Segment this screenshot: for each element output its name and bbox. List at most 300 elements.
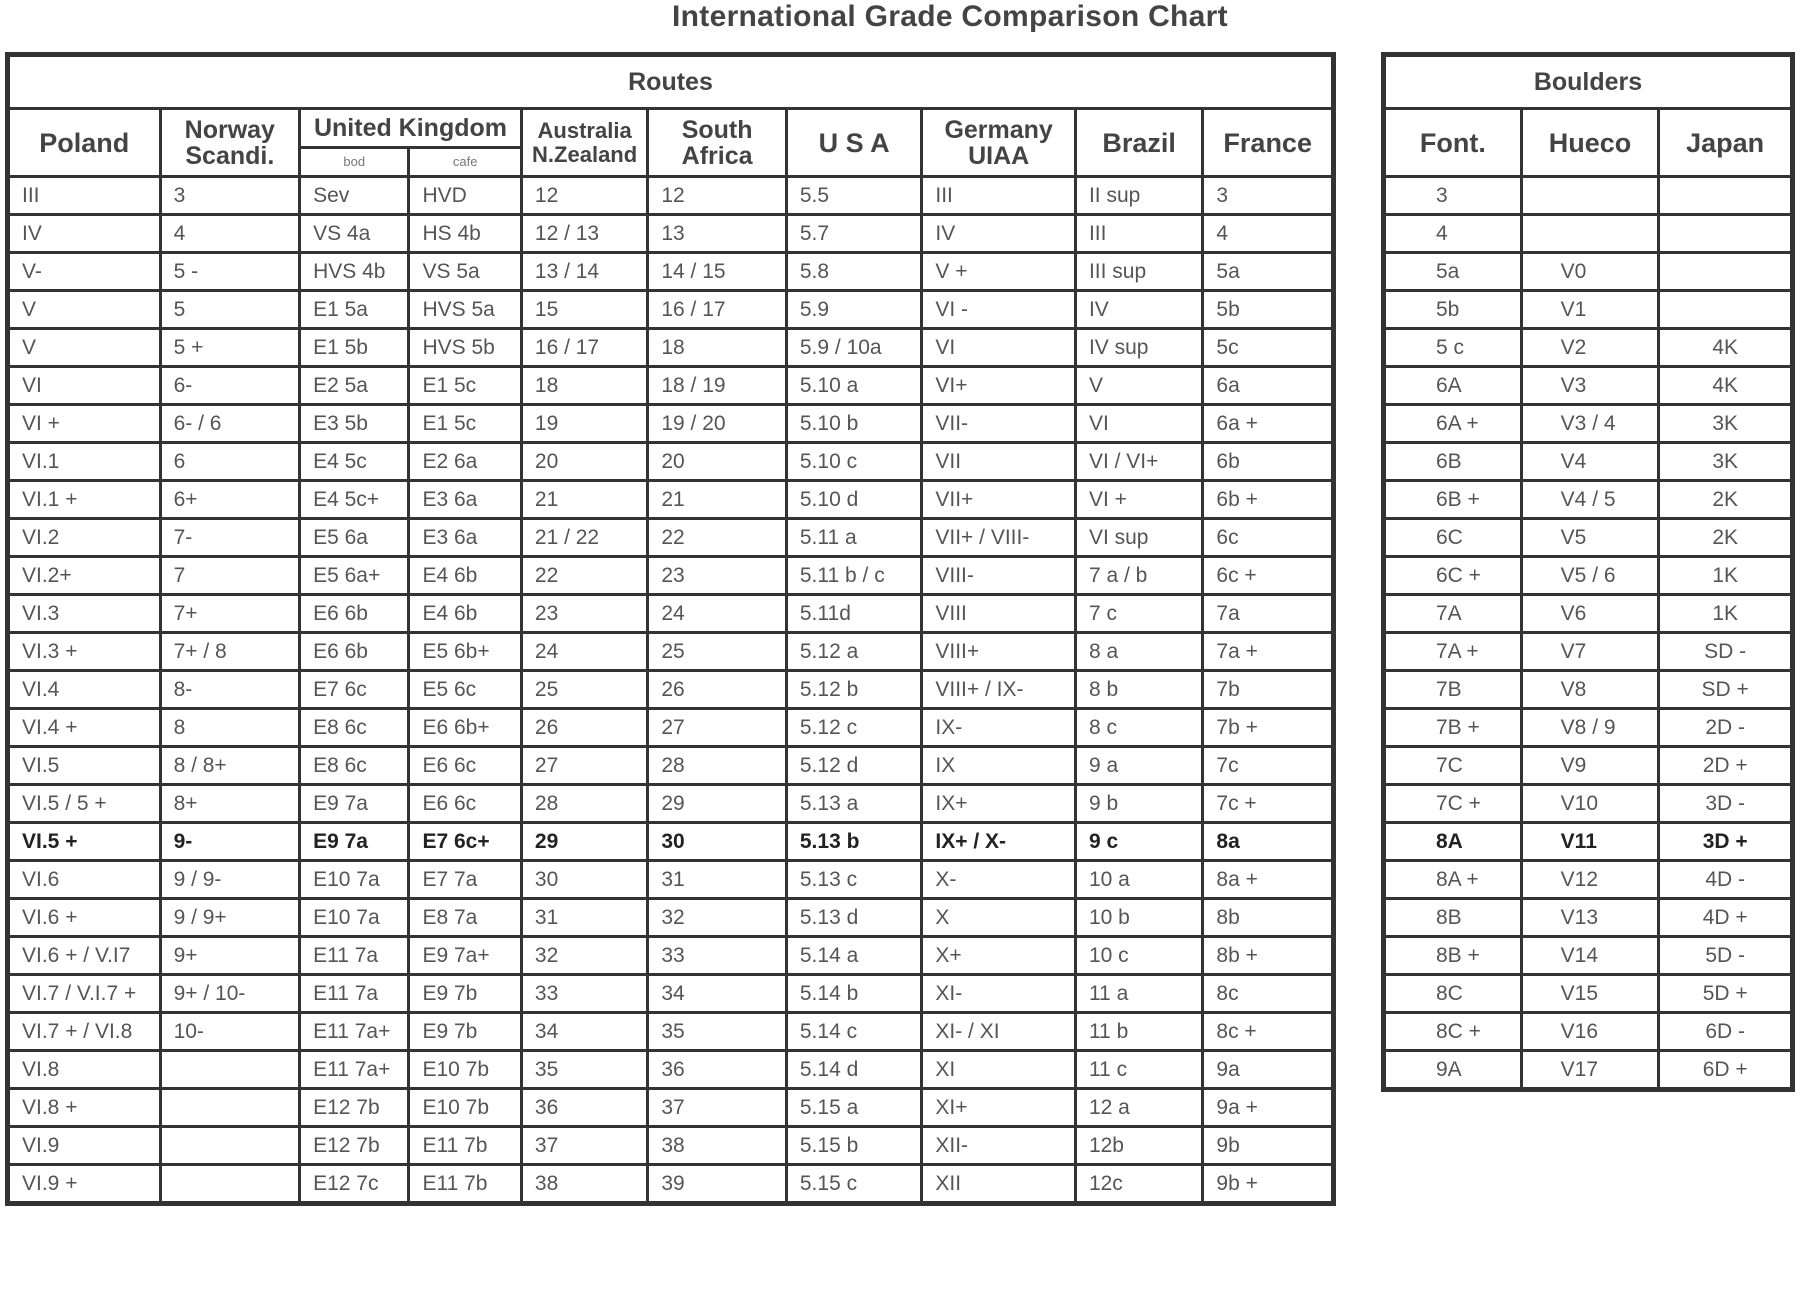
cell-hueco: V5 / 6 <box>1521 557 1659 595</box>
cell-uk-cafe: E1 5c <box>409 405 521 443</box>
cell-uk-bod: E6 6b <box>300 595 409 633</box>
cell-norway: 9- <box>160 823 300 861</box>
cell-france: 6a + <box>1203 405 1334 443</box>
cell-poland: VI.6 + <box>8 899 161 937</box>
table-row <box>8 633 1334 671</box>
cell-usa: 5.11d <box>786 595 922 633</box>
cell-japan: 5D - <box>1659 937 1793 975</box>
cell-south-africa: 13 <box>648 215 787 253</box>
cell-germany: IX- <box>922 709 1076 747</box>
cell-australia: 29 <box>521 823 647 861</box>
cell-south-africa: 37 <box>648 1089 787 1127</box>
cell-hueco: V3 <box>1521 367 1659 405</box>
cell-usa: 5.13 a <box>786 785 922 823</box>
cell-south-africa: 26 <box>648 671 787 709</box>
cell-south-africa: 39 <box>648 1165 787 1204</box>
cell-poland: V- <box>8 253 161 291</box>
header-hueco: Hueco <box>1521 109 1659 177</box>
cell-uk-bod: E10 7a <box>300 861 409 899</box>
cell-hueco: V3 / 4 <box>1521 405 1659 443</box>
table-row <box>8 177 1334 215</box>
cell-uk-bod: E12 7b <box>300 1089 409 1127</box>
cell-japan: 3K <box>1659 443 1793 481</box>
cell-uk-bod: E8 6c <box>300 709 409 747</box>
cell-uk-cafe: E6 6c <box>409 747 521 785</box>
cell-south-africa: 25 <box>648 633 787 671</box>
cell-brazil: 10 a <box>1075 861 1202 899</box>
routes-table-body <box>8 177 1334 1204</box>
cell-norway: 4 <box>160 215 300 253</box>
cell-brazil: 11 c <box>1075 1051 1202 1089</box>
cell-france: 8c + <box>1203 1013 1334 1051</box>
cell-hueco: V9 <box>1521 747 1659 785</box>
cell-brazil: III sup <box>1075 253 1202 291</box>
cell-usa: 5.10 b <box>786 405 922 443</box>
table-row <box>1384 861 1793 899</box>
cell-australia: 13 / 14 <box>521 253 647 291</box>
table-row <box>1384 177 1793 215</box>
cell-australia: 25 <box>521 671 647 709</box>
cell-brazil: 8 c <box>1075 709 1202 747</box>
cell-japan: 4K <box>1659 329 1793 367</box>
header-south-africa: South Africa <box>648 109 787 177</box>
header-uk-bod: bod <box>300 148 409 177</box>
cell-uk-bod: E11 7a <box>300 975 409 1013</box>
cell-brazil: 8 a <box>1075 633 1202 671</box>
cell-france: 7b <box>1203 671 1334 709</box>
cell-japan: 3D + <box>1659 823 1793 861</box>
cell-hueco: V8 / 9 <box>1521 709 1659 747</box>
cell-uk-bod: E7 6c <box>300 671 409 709</box>
cell-australia: 12 <box>521 177 647 215</box>
cell-hueco: V7 <box>1521 633 1659 671</box>
cell-brazil: II sup <box>1075 177 1202 215</box>
cell-brazil: IV <box>1075 291 1202 329</box>
cell-uk-bod: E12 7b <box>300 1127 409 1165</box>
cell-uk-cafe: E9 7a+ <box>409 937 521 975</box>
header-uk-cafe: cafe <box>409 148 521 177</box>
cell-germany: IV <box>922 215 1076 253</box>
cell-usa: 5.10 a <box>786 367 922 405</box>
cell-france: 6a <box>1203 367 1334 405</box>
header-brazil: Brazil <box>1075 109 1202 177</box>
cell-norway: 7- <box>160 519 300 557</box>
cell-uk-cafe: E9 7b <box>409 975 521 1013</box>
cell-australia: 27 <box>521 747 647 785</box>
cell-font: 7A + <box>1384 633 1522 671</box>
cell-germany: IX <box>922 747 1076 785</box>
cell-france: 6b + <box>1203 481 1334 519</box>
cell-hueco: V14 <box>1521 937 1659 975</box>
table-row <box>8 861 1334 899</box>
cell-brazil: 10 c <box>1075 937 1202 975</box>
cell-uk-cafe: E6 6b+ <box>409 709 521 747</box>
cell-germany: VI+ <box>922 367 1076 405</box>
cell-south-africa: 38 <box>648 1127 787 1165</box>
cell-uk-bod: E5 6a+ <box>300 557 409 595</box>
cell-australia: 35 <box>521 1051 647 1089</box>
cell-font: 9A <box>1384 1051 1522 1090</box>
table-row <box>8 1013 1334 1051</box>
cell-france: 6c + <box>1203 557 1334 595</box>
cell-germany: VI - <box>922 291 1076 329</box>
cell-south-africa: 32 <box>648 899 787 937</box>
cell-brazil: 8 b <box>1075 671 1202 709</box>
table-row <box>8 443 1334 481</box>
cell-brazil: 7 a / b <box>1075 557 1202 595</box>
cell-uk-cafe: E6 6c <box>409 785 521 823</box>
cell-france: 9b <box>1203 1127 1334 1165</box>
cell-brazil: 12c <box>1075 1165 1202 1204</box>
cell-norway: 6+ <box>160 481 300 519</box>
cell-brazil: 9 a <box>1075 747 1202 785</box>
cell-brazil: 9 c <box>1075 823 1202 861</box>
table-row <box>8 709 1334 747</box>
cell-poland: VI.7 + / VI.8 <box>8 1013 161 1051</box>
cell-poland: VI.4 <box>8 671 161 709</box>
table-row <box>8 291 1334 329</box>
cell-uk-cafe: E11 7b <box>409 1165 521 1204</box>
cell-uk-cafe: HVS 5a <box>409 291 521 329</box>
cell-uk-cafe: HVS 5b <box>409 329 521 367</box>
cell-uk-cafe: E10 7b <box>409 1051 521 1089</box>
cell-font: 6A <box>1384 367 1522 405</box>
cell-south-africa: 27 <box>648 709 787 747</box>
cell-uk-bod: E6 6b <box>300 633 409 671</box>
cell-hueco: V0 <box>1521 253 1659 291</box>
cell-australia: 16 / 17 <box>521 329 647 367</box>
cell-poland: VI.2+ <box>8 557 161 595</box>
cell-norway: 7+ / 8 <box>160 633 300 671</box>
boulders-section-header: Boulders <box>1384 55 1793 109</box>
cell-france: 8b + <box>1203 937 1334 975</box>
cell-uk-cafe: E3 6a <box>409 481 521 519</box>
cell-brazil: 11 a <box>1075 975 1202 1013</box>
cell-japan <box>1659 215 1793 253</box>
cell-japan: SD - <box>1659 633 1793 671</box>
cell-japan <box>1659 177 1793 215</box>
cell-australia: 28 <box>521 785 647 823</box>
cell-south-africa: 36 <box>648 1051 787 1089</box>
cell-usa: 5.14 c <box>786 1013 922 1051</box>
cell-norway: 5 - <box>160 253 300 291</box>
cell-australia: 23 <box>521 595 647 633</box>
cell-usa: 5.14 d <box>786 1051 922 1089</box>
cell-hueco: V8 <box>1521 671 1659 709</box>
cell-usa: 5.11 b / c <box>786 557 922 595</box>
cell-norway: 8- <box>160 671 300 709</box>
cell-poland: III <box>8 177 161 215</box>
cell-france: 5b <box>1203 291 1334 329</box>
cell-font: 6A + <box>1384 405 1522 443</box>
table-row <box>1384 975 1793 1013</box>
cell-japan <box>1659 291 1793 329</box>
cell-australia: 22 <box>521 557 647 595</box>
table-row <box>1384 253 1793 291</box>
table-row <box>8 481 1334 519</box>
cell-germany: VII- <box>922 405 1076 443</box>
cell-poland: V <box>8 329 161 367</box>
cell-poland: VI.8 <box>8 1051 161 1089</box>
cell-uk-cafe: E1 5c <box>409 367 521 405</box>
header-germany: Germany UIAA <box>922 109 1076 177</box>
cell-brazil: 9 b <box>1075 785 1202 823</box>
cell-japan <box>1659 253 1793 291</box>
table-row <box>8 405 1334 443</box>
cell-france: 8b <box>1203 899 1334 937</box>
cell-poland: VI.1 + <box>8 481 161 519</box>
cell-germany: XI <box>922 1051 1076 1089</box>
cell-france: 5c <box>1203 329 1334 367</box>
table-row <box>1384 291 1793 329</box>
cell-france: 7a + <box>1203 633 1334 671</box>
cell-germany: X- <box>922 861 1076 899</box>
cell-uk-bod: E1 5a <box>300 291 409 329</box>
cell-japan: 2D - <box>1659 709 1793 747</box>
cell-south-africa: 18 <box>648 329 787 367</box>
cell-brazil: VI / VI+ <box>1075 443 1202 481</box>
cell-uk-cafe: E10 7b <box>409 1089 521 1127</box>
cell-south-africa: 23 <box>648 557 787 595</box>
cell-germany: IX+ <box>922 785 1076 823</box>
cell-japan: 3K <box>1659 405 1793 443</box>
cell-font: 4 <box>1384 215 1522 253</box>
cell-uk-cafe: E5 6c <box>409 671 521 709</box>
cell-uk-bod: E9 7a <box>300 823 409 861</box>
cell-south-africa: 14 / 15 <box>648 253 787 291</box>
cell-font: 5 c <box>1384 329 1522 367</box>
cell-norway: 9+ / 10- <box>160 975 300 1013</box>
cell-south-africa: 34 <box>648 975 787 1013</box>
cell-usa: 5.15 a <box>786 1089 922 1127</box>
cell-france: 6b <box>1203 443 1334 481</box>
table-row <box>1384 215 1793 253</box>
cell-font: 7B <box>1384 671 1522 709</box>
cell-uk-bod: E11 7a <box>300 937 409 975</box>
cell-uk-bod: E5 6a <box>300 519 409 557</box>
cell-poland: VI.2 <box>8 519 161 557</box>
cell-font: 6B + <box>1384 481 1522 519</box>
cell-france: 6c <box>1203 519 1334 557</box>
cell-france: 5a <box>1203 253 1334 291</box>
cell-japan: 3D - <box>1659 785 1793 823</box>
cell-france: 7a <box>1203 595 1334 633</box>
header-japan: Japan <box>1659 109 1793 177</box>
table-row <box>8 937 1334 975</box>
cell-japan: 6D + <box>1659 1051 1793 1090</box>
table-row <box>1384 785 1793 823</box>
header-poland: Poland <box>8 109 161 177</box>
cell-japan: 1K <box>1659 595 1793 633</box>
cell-hueco: V4 <box>1521 443 1659 481</box>
table-row <box>8 215 1334 253</box>
cell-usa: 5.12 b <box>786 671 922 709</box>
cell-brazil: 7 c <box>1075 595 1202 633</box>
cell-brazil: III <box>1075 215 1202 253</box>
cell-norway: 5 <box>160 291 300 329</box>
header-australia: Australia N.Zealand <box>521 109 647 177</box>
cell-australia: 26 <box>521 709 647 747</box>
cell-brazil: V <box>1075 367 1202 405</box>
cell-france: 9a + <box>1203 1089 1334 1127</box>
cell-uk-bod: VS 4a <box>300 215 409 253</box>
cell-hueco <box>1521 215 1659 253</box>
cell-france: 7b + <box>1203 709 1334 747</box>
cell-australia: 37 <box>521 1127 647 1165</box>
table-row <box>1384 899 1793 937</box>
cell-usa: 5.14 b <box>786 975 922 1013</box>
header-font: Font. <box>1384 109 1522 177</box>
cell-france: 8a + <box>1203 861 1334 899</box>
cell-poland: VI.5 / 5 + <box>8 785 161 823</box>
table-row <box>1384 709 1793 747</box>
cell-germany: VIII+ / IX- <box>922 671 1076 709</box>
cell-norway: 8+ <box>160 785 300 823</box>
cell-south-africa: 28 <box>648 747 787 785</box>
table-row <box>8 975 1334 1013</box>
cell-poland: VI.6 <box>8 861 161 899</box>
cell-uk-cafe: E4 6b <box>409 595 521 633</box>
cell-brazil: 11 b <box>1075 1013 1202 1051</box>
cell-germany: VIII- <box>922 557 1076 595</box>
page-title <box>0 0 1800 34</box>
table-row <box>8 519 1334 557</box>
cell-norway: 5 + <box>160 329 300 367</box>
boulders-table <box>1381 52 1795 1092</box>
cell-brazil: 12b <box>1075 1127 1202 1165</box>
table-row <box>8 253 1334 291</box>
cell-australia: 24 <box>521 633 647 671</box>
cell-font: 6C <box>1384 519 1522 557</box>
cell-south-africa: 33 <box>648 937 787 975</box>
table-row <box>1384 367 1793 405</box>
cell-japan: 2D + <box>1659 747 1793 785</box>
cell-uk-cafe: E2 6a <box>409 443 521 481</box>
cell-poland: VI + <box>8 405 161 443</box>
cell-usa: 5.12 c <box>786 709 922 747</box>
cell-usa: 5.13 b <box>786 823 922 861</box>
cell-south-africa: 12 <box>648 177 787 215</box>
cell-usa: 5.13 d <box>786 899 922 937</box>
routes-section-header: Routes <box>8 55 1334 109</box>
cell-australia: 20 <box>521 443 647 481</box>
cell-font: 8B <box>1384 899 1522 937</box>
table-row <box>8 899 1334 937</box>
cell-norway: 9 / 9+ <box>160 899 300 937</box>
table-row <box>8 329 1334 367</box>
cell-germany: VI <box>922 329 1076 367</box>
table-row <box>8 671 1334 709</box>
cell-south-africa: 18 / 19 <box>648 367 787 405</box>
cell-south-africa: 16 / 17 <box>648 291 787 329</box>
cell-poland: VI.3 <box>8 595 161 633</box>
cell-norway: 8 <box>160 709 300 747</box>
table-row <box>8 785 1334 823</box>
cell-uk-cafe: HS 4b <box>409 215 521 253</box>
cell-font: 7A <box>1384 595 1522 633</box>
cell-australia: 18 <box>521 367 647 405</box>
cell-font: 8C <box>1384 975 1522 1013</box>
cell-poland: IV <box>8 215 161 253</box>
header-norway: Norway Scandi. <box>160 109 300 177</box>
cell-brazil: VI + <box>1075 481 1202 519</box>
cell-usa: 5.8 <box>786 253 922 291</box>
table-row <box>8 747 1334 785</box>
cell-font: 8C + <box>1384 1013 1522 1051</box>
cell-font: 7C + <box>1384 785 1522 823</box>
cell-germany: X <box>922 899 1076 937</box>
cell-south-africa: 35 <box>648 1013 787 1051</box>
cell-uk-bod: E11 7a+ <box>300 1013 409 1051</box>
table-row <box>8 557 1334 595</box>
cell-font: 8A + <box>1384 861 1522 899</box>
cell-poland: V <box>8 291 161 329</box>
cell-uk-cafe: VS 5a <box>409 253 521 291</box>
cell-uk-bod: E11 7a+ <box>300 1051 409 1089</box>
cell-australia: 19 <box>521 405 647 443</box>
cell-uk-bod: E9 7a <box>300 785 409 823</box>
cell-france: 7c + <box>1203 785 1334 823</box>
cell-hueco: V16 <box>1521 1013 1659 1051</box>
cell-japan: 5D + <box>1659 975 1793 1013</box>
cell-germany: XI- <box>922 975 1076 1013</box>
cell-south-africa: 20 <box>648 443 787 481</box>
cell-japan: 1K <box>1659 557 1793 595</box>
table-row <box>1384 595 1793 633</box>
cell-norway: 7 <box>160 557 300 595</box>
cell-poland: VI.9 + <box>8 1165 161 1204</box>
table-row <box>1384 405 1793 443</box>
cell-australia: 21 <box>521 481 647 519</box>
cell-south-africa: 24 <box>648 595 787 633</box>
cell-uk-cafe: HVD <box>409 177 521 215</box>
table-row <box>1384 443 1793 481</box>
cell-uk-bod: E10 7a <box>300 899 409 937</box>
cell-norway: 9+ <box>160 937 300 975</box>
cell-brazil: VI sup <box>1075 519 1202 557</box>
cell-brazil: IV sup <box>1075 329 1202 367</box>
table-row <box>1384 633 1793 671</box>
cell-norway: 3 <box>160 177 300 215</box>
table-row <box>1384 671 1793 709</box>
cell-uk-cafe: E8 7a <box>409 899 521 937</box>
cell-usa: 5.9 <box>786 291 922 329</box>
cell-poland: VI.7 / V.I.7 + <box>8 975 161 1013</box>
cell-uk-cafe: E3 6a <box>409 519 521 557</box>
cell-poland: VI.6 + / V.I7 <box>8 937 161 975</box>
cell-hueco: V15 <box>1521 975 1659 1013</box>
cell-germany: VIII+ <box>922 633 1076 671</box>
cell-germany: VII+ / VIII- <box>922 519 1076 557</box>
table-row <box>8 1127 1334 1165</box>
table-row <box>8 823 1334 861</box>
cell-germany: VII+ <box>922 481 1076 519</box>
cell-hueco: V1 <box>1521 291 1659 329</box>
table-row <box>8 595 1334 633</box>
cell-australia: 38 <box>521 1165 647 1204</box>
cell-japan: 2K <box>1659 481 1793 519</box>
page-title-text: International Grade Comparison Chart <box>672 0 1228 33</box>
cell-uk-bod: HVS 4b <box>300 253 409 291</box>
cell-germany: V + <box>922 253 1076 291</box>
cell-usa: 5.14 a <box>786 937 922 975</box>
cell-hueco: V12 <box>1521 861 1659 899</box>
cell-japan: 4K <box>1659 367 1793 405</box>
cell-australia: 34 <box>521 1013 647 1051</box>
cell-japan: 4D + <box>1659 899 1793 937</box>
cell-uk-cafe: E11 7b <box>409 1127 521 1165</box>
cell-uk-cafe: E9 7b <box>409 1013 521 1051</box>
